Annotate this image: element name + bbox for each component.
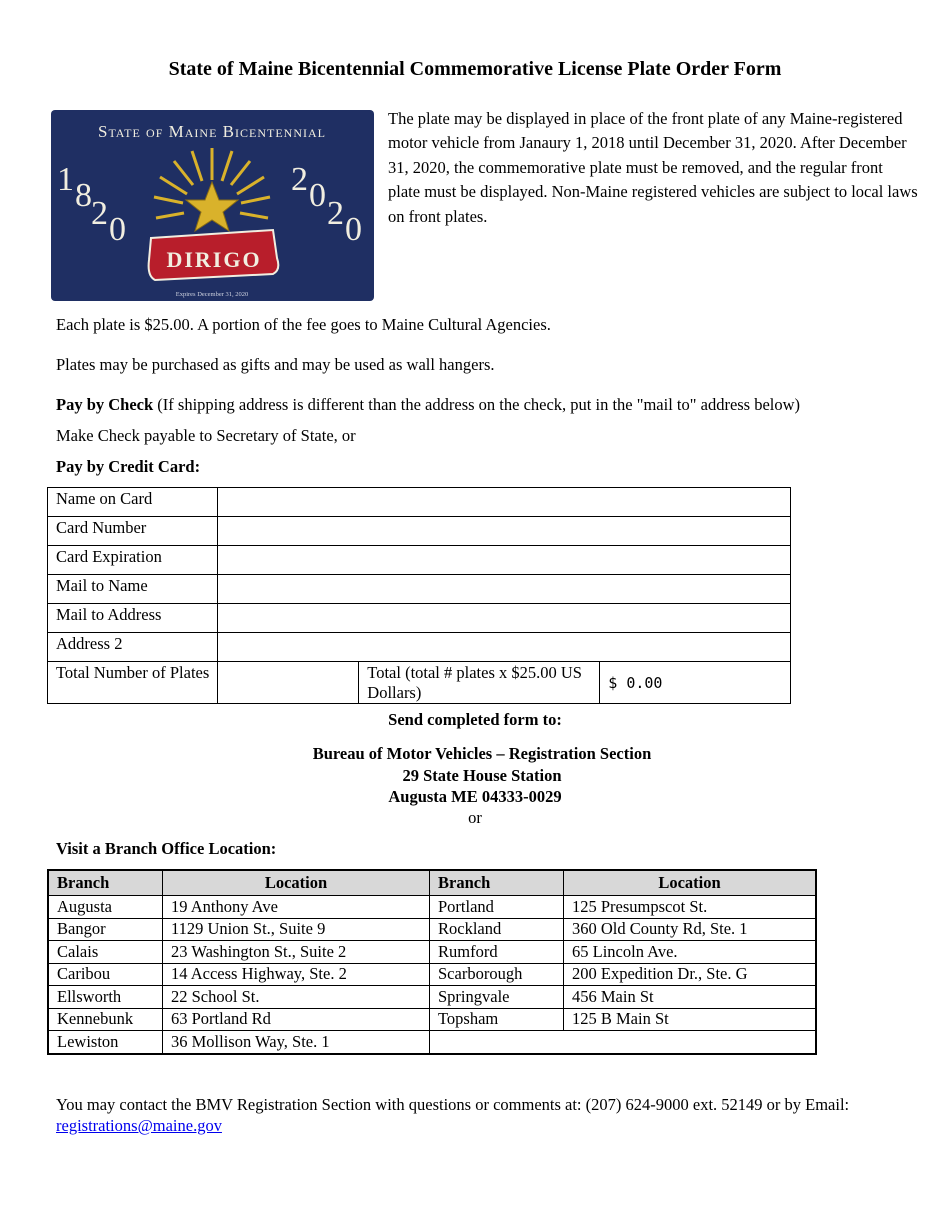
branch-table (47, 869, 817, 1055)
branch-cell: Lewiston (48, 1031, 163, 1054)
plate-banner-text: DIRIGO (166, 247, 262, 272)
field-label: Mail to Name (48, 575, 218, 604)
license-plate-image (51, 110, 374, 301)
gift-line: Plates may be purchased as gifts and may be used as wall hangers. (56, 355, 495, 374)
contact-paragraph (56, 1094, 896, 1136)
card-expiration-input[interactable] (218, 546, 791, 575)
field-label: Mail to Address (48, 604, 218, 633)
mail-to-name-input[interactable] (218, 575, 791, 604)
location-cell: 63 Portland Rd (163, 1008, 430, 1031)
col-branch: Branch (48, 870, 163, 896)
empty-cell (430, 1031, 817, 1054)
page-title: State of Maine Bicentennial Commemorative License Plate Order Form (168, 58, 782, 80)
table-row (48, 1008, 816, 1031)
table-row (48, 963, 816, 986)
field-label: Name on Card (48, 488, 218, 517)
location-cell: 1129 Union St., Suite 9 (163, 918, 430, 941)
send-line-2: 29 State House Station (402, 766, 562, 785)
svg-text:2: 2 (291, 161, 308, 198)
svg-text:1: 1 (57, 161, 74, 198)
table-row (48, 918, 816, 941)
price-line: Each plate is $25.00. A portion of the fee goes to Maine Cultural Agencies. (56, 315, 551, 334)
mail-to-address-input[interactable] (218, 604, 791, 633)
svg-text:8: 8 (75, 177, 92, 214)
col-branch: Branch (430, 870, 564, 896)
send-or: or (468, 808, 482, 827)
branch-cell: Ellsworth (48, 986, 163, 1009)
branch-cell: Kennebunk (48, 1008, 163, 1031)
location-cell: 125 B Main St (564, 1008, 817, 1031)
branch-cell: Portland (430, 896, 564, 919)
name-on-card-input[interactable] (218, 488, 791, 517)
table-row (48, 1031, 816, 1054)
field-label: Address 2 (48, 633, 218, 662)
branch-cell: Springvale (430, 986, 564, 1009)
branch-cell: Scarborough (430, 963, 564, 986)
branch-cell: Rockland (430, 918, 564, 941)
send-line-1: Bureau of Motor Vehicles – Registration Section (312, 744, 652, 763)
total-label: Total (total # plates x $25.00 US Dollars) (359, 662, 600, 704)
location-cell: 200 Expedition Dr., Ste. G (564, 963, 817, 986)
plate-top-text: State of Maine Bicentennial (97, 122, 327, 141)
branch-cell: Topsham (430, 1008, 564, 1031)
location-cell: 65 Lincoln Ave. (564, 941, 817, 964)
location-cell: 22 School St. (163, 986, 430, 1009)
table-row (48, 941, 816, 964)
intro-paragraph: The plate may be displayed in place of the front plate of any Maine-registered motor vehicle from Janaury 1, 2018 until December 31, 2020. After December 31, 2020, the commemorative plate must be removed, and the regular front plate must be displayed. Non-Maine registered vehicles are subject to local laws on front plates. (388, 109, 918, 226)
check-line (56, 395, 936, 415)
branch-cell: Rumford (430, 941, 564, 964)
branch-cell: Calais (48, 941, 163, 964)
check-note: (If shipping address is different than the address on the check, put in the "mail to" address below) (153, 395, 801, 414)
table-row (48, 896, 816, 919)
svg-text:2: 2 (91, 195, 108, 232)
branch-heading: Visit a Branch Office Location: (56, 839, 277, 858)
svg-text:0: 0 (109, 211, 126, 248)
field-label: Card Number (48, 517, 218, 546)
plate-expires-text: Expires December 31, 2020 (175, 291, 249, 298)
svg-text:2: 2 (327, 195, 344, 232)
check-payable: Make Check payable to Secretary of State, or (56, 426, 356, 445)
total-plates-label: Total Number of Plates (48, 662, 218, 704)
location-cell: 456 Main St (564, 986, 817, 1009)
email-link[interactable]: registrations@maine.gov (56, 1116, 222, 1135)
svg-text:0: 0 (345, 211, 362, 248)
send-line-3: Augusta ME 04333-0029 (388, 787, 562, 806)
field-label: Card Expiration (48, 546, 218, 575)
location-cell: 360 Old County Rd, Ste. 1 (564, 918, 817, 941)
location-cell: 14 Access Highway, Ste. 2 (163, 963, 430, 986)
location-cell: 125 Presumpscot St. (564, 896, 817, 919)
contact-text: You may contact the BMV Registration Section with questions or comments at: (207) 624-9000 ext. 52149 or by Email: (56, 1095, 850, 1114)
branch-cell: Bangor (48, 918, 163, 941)
credit-heading: Pay by Credit Card: (56, 457, 201, 476)
card-number-input[interactable] (218, 517, 791, 546)
address-2-input[interactable] (218, 633, 791, 662)
check-label: Pay by Check (56, 395, 154, 414)
total-value: $ 0.00 (600, 662, 791, 704)
credit-card-table (47, 487, 791, 704)
location-cell: 36 Mollison Way, Ste. 1 (163, 1031, 430, 1054)
location-cell: 23 Washington St., Suite 2 (163, 941, 430, 964)
total-plates-input[interactable] (218, 662, 359, 704)
svg-text:0: 0 (309, 177, 326, 214)
table-row (48, 986, 816, 1009)
col-location: Location (564, 870, 817, 896)
branch-cell: Augusta (48, 896, 163, 919)
location-cell: 19 Anthony Ave (163, 896, 430, 919)
col-location: Location (163, 870, 430, 896)
send-heading: Send completed form to: (388, 710, 562, 729)
branch-cell: Caribou (48, 963, 163, 986)
